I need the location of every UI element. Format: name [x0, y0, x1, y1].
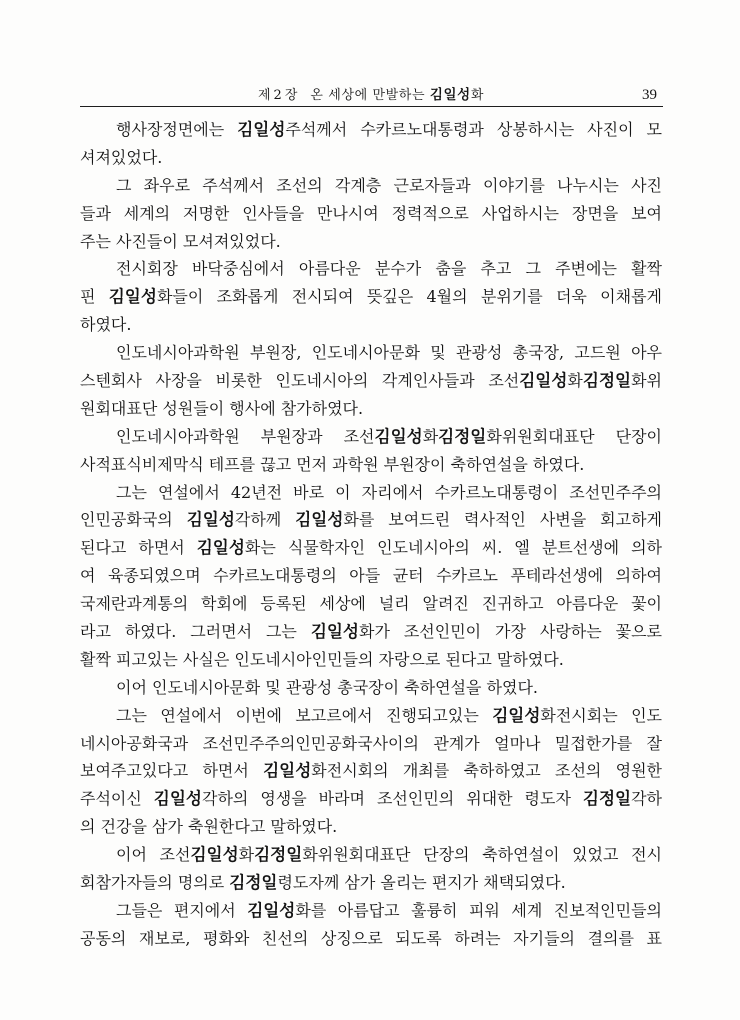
paragraph: [80, 172, 662, 256]
text-run: 여 육종되였으며 수카르노대통령의 아들 균터 수카르노 푸테라선생에 의하여: [80, 566, 662, 586]
text-line: [80, 534, 662, 562]
leader-name: 김일성: [237, 120, 286, 139]
text-run: 주석이신: [80, 789, 154, 809]
leader-name: 김일성: [310, 622, 359, 642]
text-run: 온 세상에 만발하는: [310, 88, 430, 103]
leader-name: 김일성: [492, 705, 541, 725]
text-run: 셔져있었다.: [80, 147, 163, 167]
text-line: [80, 311, 662, 339]
chapter-label: 제2장: [258, 88, 301, 103]
text-run: 화를 보여드린 력사적인 사변을 회고하게: [343, 510, 662, 530]
text-line: [80, 116, 662, 144]
page-number: 39: [642, 87, 657, 103]
text-line: [80, 757, 662, 785]
text-run: 화: [470, 88, 484, 103]
leader-name: 김일성: [186, 510, 235, 530]
text-run: 화위: [631, 371, 662, 391]
leader-name: 김일성: [295, 510, 344, 530]
text-run: 된다고 하면서: [80, 538, 197, 558]
running-head-title: [80, 84, 662, 107]
text-run: 스텐회사 사장을 비롯한 인도네시아의 각계인사들과 조선: [80, 371, 520, 391]
text-run: 각하: [631, 789, 662, 809]
paragraph: [80, 674, 662, 702]
text-run: 화를 아름답고 훌륭히 피워 세계 진보적인민들의: [295, 900, 662, 920]
text-line: [80, 423, 662, 451]
running-head: [80, 84, 662, 106]
text-run: 회참가자들의 명의로: [80, 873, 230, 893]
text-run: 화: [422, 426, 439, 446]
text-line: [80, 144, 662, 172]
text-line: [80, 730, 662, 758]
leader-name: 김일성: [263, 761, 312, 781]
text-line: [80, 702, 662, 730]
text-run: 주석께서 수카르노대통령과 상봉하시는 사진이 모: [285, 120, 662, 139]
text-line: [80, 562, 662, 590]
paragraph: [80, 479, 662, 674]
text-run: 인도네시아과학원 부원장, 인도네시아문화 및 관광성 총국장, 고드원 아우: [116, 343, 662, 363]
body-text: [80, 116, 662, 953]
text-line: [80, 618, 662, 646]
text-run: 핀: [80, 287, 109, 307]
text-run: 활짝 피고있는 사실은 인도네시아인민들의 자랑으로 된다고 말하였다.: [80, 649, 564, 669]
text-run: 주는 사진들이 모셔져있었다.: [80, 231, 281, 251]
text-line: [80, 925, 662, 953]
text-run: 화: [238, 845, 255, 865]
text-line: [80, 897, 662, 925]
text-run: 화는 식물학자인 인도네시아의 씨. 엘 분트선생에 의하: [244, 538, 662, 558]
text-run: 그 좌우로 주석께서 조선의 각계층 근로자들과 이야기를 나누시는 사진: [116, 175, 662, 195]
leader-name: 김일성: [374, 426, 423, 446]
text-run: 그는 연설에서 42년전 바로 이 자리에서 수카르노대통령이 조선민주주의: [116, 482, 662, 502]
chapter-title: [310, 88, 484, 103]
text-line: [80, 646, 662, 674]
text-run: 이어 인도네시아문화 및 관광성 총국장이 축하연설을 하였다.: [116, 677, 539, 697]
text-line: [80, 506, 662, 534]
text-run: 전시회장 바닥중심에서 아름다운 분수가 춤을 추고 그 주변에는 활짝: [116, 259, 662, 279]
text-line: [80, 395, 662, 423]
leader-name: 김일성: [190, 845, 239, 865]
text-run: 화위원회대표단 단장이: [486, 426, 662, 446]
leader-name: 김일성: [108, 287, 157, 307]
text-run: 인도네시아과학원 부원장과 조선: [116, 426, 375, 446]
text-run: 하였다.: [80, 315, 132, 335]
text-run: 화전시회의 개최를 축하하였고 조선의 영원한: [311, 761, 662, 781]
leader-name: 김정일: [254, 845, 303, 865]
text-run: 령도자께 삼가 올리는 편지가 채택되였다.: [277, 873, 566, 893]
text-run: 보여주고있다고 하면서: [80, 761, 264, 781]
text-run: 라고 하였다. 그러면서 그는: [80, 622, 311, 642]
text-line: [80, 451, 662, 479]
leader-name: 김정일: [582, 789, 632, 809]
text-line: [80, 228, 662, 256]
text-run: 이어 조선: [116, 845, 191, 865]
leader-name: 김일성: [153, 789, 202, 809]
text-run: 네시아공화국과 조선민주주의인민공화국사이의 관계가 얼마나 밀접한가를 잘: [80, 733, 662, 753]
text-line: [80, 172, 662, 200]
text-line: [80, 785, 662, 813]
paragraph: [80, 339, 662, 423]
text-line: [80, 869, 662, 897]
paragraph: [80, 116, 662, 172]
leader-name: 김일성: [196, 538, 245, 558]
text-run: 인민공화국의: [80, 510, 187, 530]
text-run: 그는 연설에서 이번에 보고르에서 진행되고있는: [116, 705, 493, 725]
text-run: 화위원회대표단 단장의 축하연설이 있었고 전시: [302, 845, 662, 865]
paragraph: [80, 841, 662, 897]
text-line: [80, 590, 662, 618]
leader-name: 김정일: [582, 371, 632, 391]
text-run: 화들이 조화롭게 전시되여 뜻깊은 4월의 분위기를 더욱 이채롭게: [156, 287, 662, 307]
text-run: 원회대표단 성원들이 행사에 참가하였다.: [80, 398, 364, 418]
leader-name: 김정일: [229, 873, 278, 893]
paragraph: [80, 255, 662, 339]
text-line: [80, 255, 662, 283]
paragraph: [80, 702, 662, 841]
text-run: 국제란과계통의 학회에 등록된 세상에 널리 알려진 진귀하고 아름다운 꽃이: [80, 594, 662, 614]
text-run: 행사장정면에는: [116, 120, 238, 139]
text-line: [80, 813, 662, 841]
leader-name: 김일성: [429, 87, 471, 103]
text-run: 화가 조선인민이 가장 사랑하는 꽃으로: [359, 622, 662, 642]
leader-name: 김정일: [438, 426, 487, 446]
paragraph: [80, 897, 662, 953]
text-line: [80, 339, 662, 367]
leader-name: 김일성: [247, 900, 296, 920]
text-line: [80, 367, 662, 395]
paragraph: [80, 423, 662, 479]
text-line: [80, 283, 662, 311]
text-run: 화전시회는 인도: [540, 705, 662, 725]
text-line: [80, 841, 662, 869]
text-run: 그들은 편지에서: [116, 900, 248, 920]
text-run: 들과 세계의 저명한 인사들을 만나시여 정력적으로 사업하시는 장면을 보여: [80, 203, 662, 223]
text-line: [80, 674, 662, 702]
text-run: 각하께: [234, 510, 296, 530]
text-run: 화: [567, 371, 583, 391]
text-line: [80, 479, 662, 507]
text-run: 각하의 영생을 바라며 조선인민의 위대한 령도자: [201, 789, 583, 809]
header-rule: [80, 106, 663, 107]
text-run: 사적표식비제막식 테프를 끊고 먼저 과학원 부원장이 축하연설을 하였다.: [80, 454, 585, 474]
text-run: 공동의 재보로, 평화와 친선의 상징으로 되도록 하려는 자기들의 결의를 표: [80, 928, 662, 948]
text-line: [80, 200, 662, 228]
text-run: 의 건강을 삼가 축원한다고 말하였다.: [80, 817, 338, 837]
leader-name: 김일성: [519, 371, 568, 391]
